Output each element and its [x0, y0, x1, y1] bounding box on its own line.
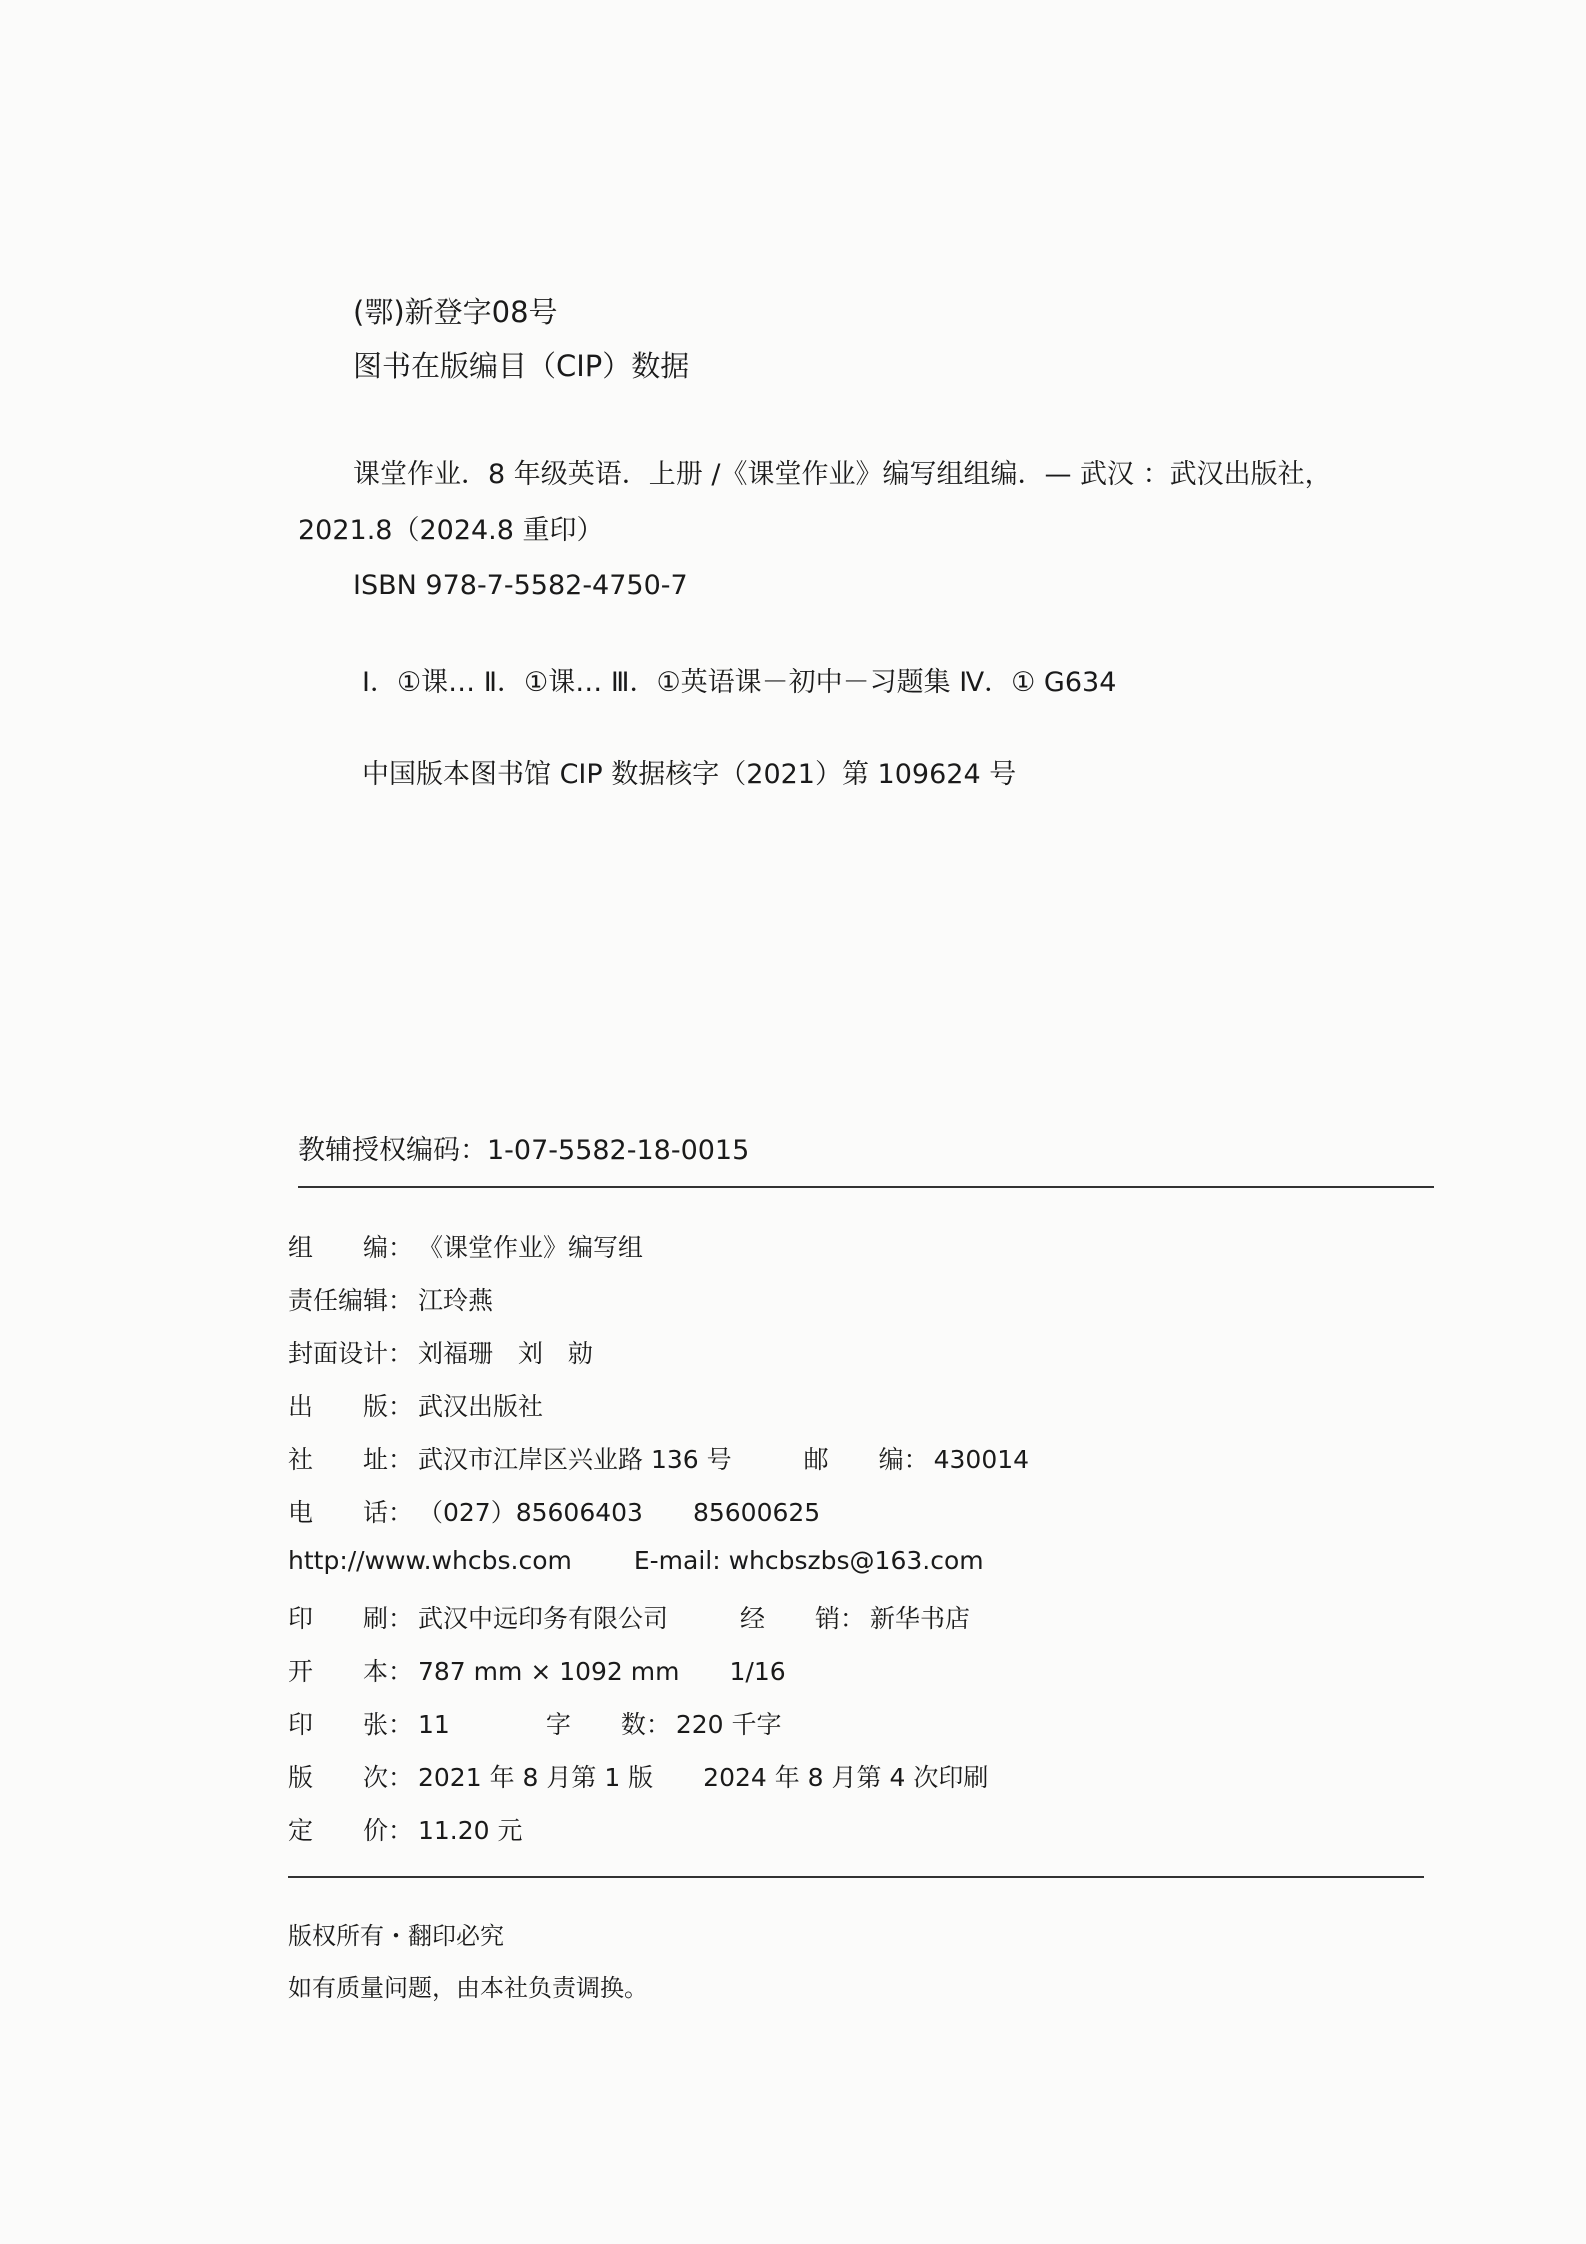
detail-value: 刘福珊 刘 勍 [418, 1339, 594, 1368]
cip-record-line1: 课堂作业．8 年级英语．上册 /《课堂作业》编写组组编．— 武汉 ：武汉出版社， [353, 459, 1332, 490]
detail-edition [288, 1758, 988, 1794]
detail-label: 印 张： [288, 1710, 414, 1739]
detail-printer [288, 1599, 970, 1635]
detail-label: 电 话： [288, 1498, 414, 1527]
detail-sheets [288, 1705, 781, 1741]
detail-value: 11.20 元 [418, 1816, 523, 1845]
detail-publisher [288, 1387, 543, 1423]
detail-address [288, 1440, 1029, 1476]
detail-web-email [288, 1546, 984, 1575]
detail-value: 11 [418, 1710, 450, 1739]
detail-label: 经 销： [740, 1604, 866, 1633]
detail-label: 定 价： [288, 1816, 414, 1845]
detail-phone [288, 1493, 820, 1529]
detail-label: 开 本： [288, 1657, 414, 1686]
isbn: ISBN 978-7-5582-4750-7 [353, 570, 688, 601]
detail-label: 责任编辑： [288, 1286, 414, 1315]
detail-label: 封面设计： [288, 1339, 414, 1368]
cip-number: 中国版本图书馆 CIP 数据核字（2021）第 109624 号 [362, 759, 1017, 790]
detail-value: 《课堂作业》编写组 [418, 1233, 644, 1262]
detail-format [288, 1652, 786, 1688]
detail-value: 武汉市江岸区兴业路 136 号 [418, 1445, 732, 1474]
detail-cover-design [288, 1334, 593, 1370]
classification: Ⅰ．①课… Ⅱ．①课… Ⅲ．①英语课－初中－习题集 Ⅳ．① G634 [362, 667, 1117, 698]
cip-record-line2: 2021.8（2024.8 重印） [298, 515, 604, 546]
cip-title: 图书在版编目（CIP）数据 [353, 349, 690, 383]
top-divider [298, 1186, 1434, 1188]
detail-value: 新华书店 [870, 1604, 971, 1633]
detail-value: 430014 [933, 1445, 1030, 1474]
website: http://www.whcbs.com [288, 1546, 572, 1575]
detail-value: 220 千字 [675, 1710, 782, 1739]
quality-notice: 如有质量问题，由本社负责调换。 [288, 1974, 648, 2002]
detail-label: 邮 编： [803, 1445, 929, 1474]
bottom-divider [288, 1876, 1424, 1878]
detail-price [288, 1811, 523, 1847]
detail-editor-group [288, 1228, 643, 1264]
detail-label: 版 次： [288, 1763, 414, 1792]
detail-label: 印 刷： [288, 1604, 414, 1633]
detail-label: 组 编： [288, 1233, 414, 1262]
detail-label: 出 版： [288, 1392, 414, 1421]
auth-code: 教辅授权编码：1-07-5582-18-0015 [298, 1135, 750, 1166]
detail-value: 武汉出版社 [418, 1392, 544, 1421]
detail-value: 787 mm × 1092 mm 1/16 [418, 1657, 786, 1686]
detail-responsible-editor [288, 1281, 493, 1317]
detail-value: （027）85606403 85600625 [418, 1498, 821, 1527]
detail-value: 武汉中远印务有限公司 [418, 1604, 669, 1633]
email: E-mail: whcbszbs@163.com [633, 1546, 984, 1575]
detail-value: 江玲燕 [418, 1286, 494, 1315]
detail-value: 2021 年 8 月第 1 版 2024 年 8 月第 4 次印刷 [418, 1763, 989, 1792]
registration-number: (鄂)新登字08号 [353, 295, 558, 329]
detail-label: 字 数： [545, 1710, 671, 1739]
detail-label: 社 址： [288, 1445, 414, 1474]
copyright-notice: 版权所有・翻印必究 [288, 1922, 504, 1950]
